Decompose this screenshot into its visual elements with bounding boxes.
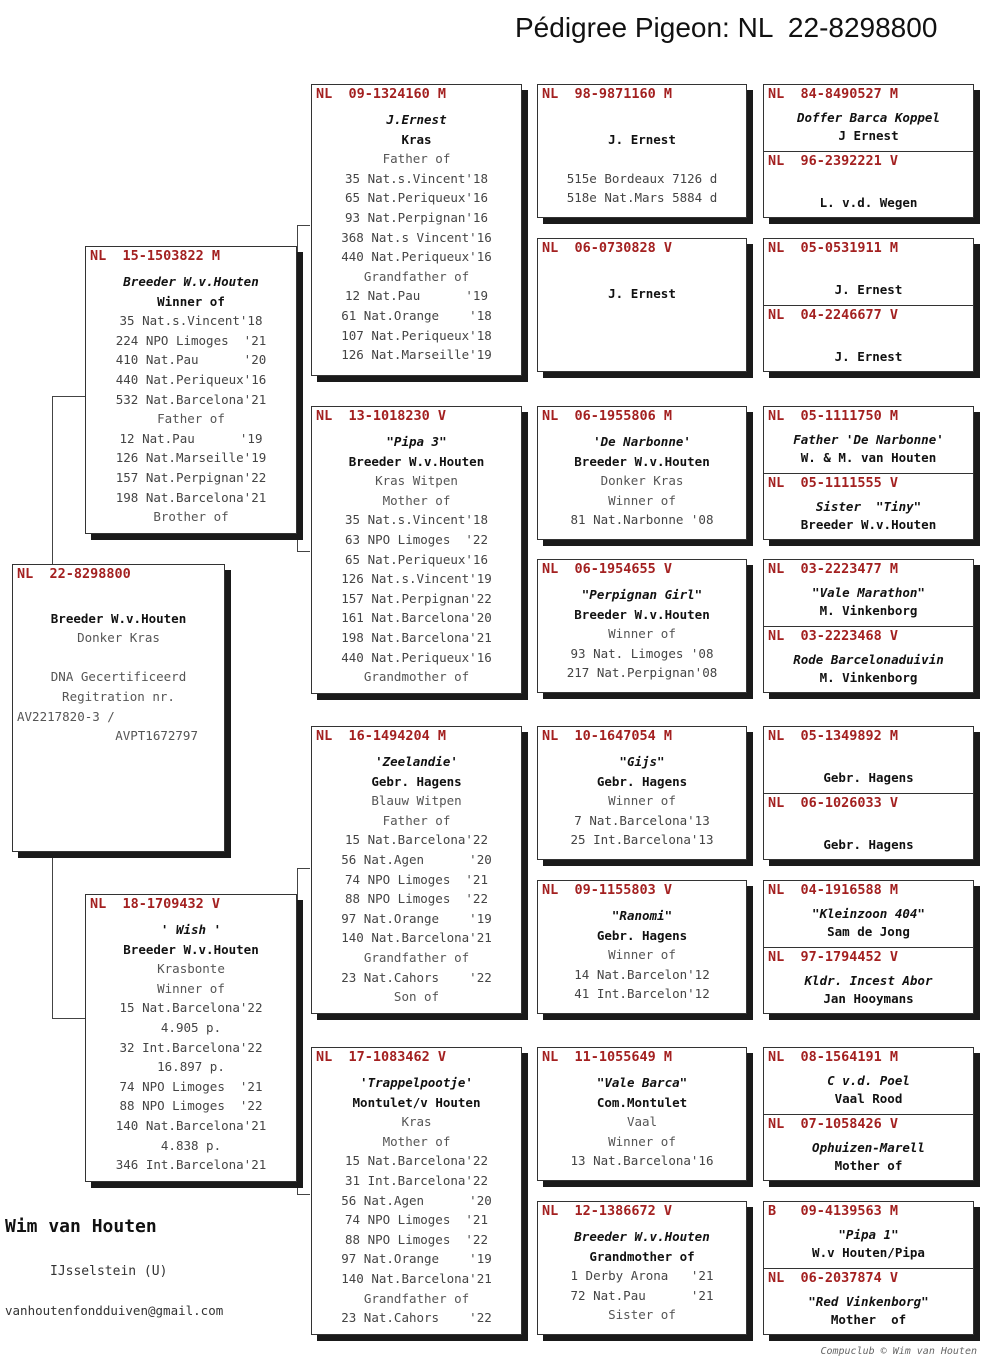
gen4-line: W. & M. van Houten bbox=[800, 450, 937, 465]
gen4-box-4 bbox=[763, 559, 974, 693]
gen3-line: "Gijs" bbox=[619, 754, 665, 769]
gen2-box-2 bbox=[311, 406, 522, 694]
gen3-line: Sister of bbox=[608, 1307, 676, 1323]
mother-line: 4.905 p. bbox=[160, 1019, 222, 1035]
gen4-line bbox=[764, 176, 973, 194]
gen4-ring-bottom: NL 96-2392221 V bbox=[768, 153, 899, 169]
gen4-line: Breeder W.v.Houten bbox=[800, 517, 937, 532]
gen2-line: Father of bbox=[382, 812, 451, 828]
father-line: Winner of bbox=[157, 293, 225, 309]
gen2-line: 88 NPO Limoges '22 bbox=[345, 891, 488, 907]
father-line: 198 Nat.Barcelona'21 bbox=[115, 489, 267, 505]
gen2-ring: NL 09-1324160 M bbox=[316, 86, 447, 102]
gen4-box-6 bbox=[763, 880, 974, 1014]
gen4-box-3 bbox=[763, 406, 974, 540]
gen4-ring-top: NL 05-0531911 M bbox=[768, 240, 899, 256]
gen4-line: J Ernest bbox=[838, 128, 899, 143]
owner-name: Wim van Houten bbox=[5, 1216, 157, 1237]
gen4-line: Father 'De Narbonne' bbox=[793, 432, 944, 447]
gen4-line: J. Ernest bbox=[834, 349, 903, 364]
gen4-box-1 bbox=[763, 84, 974, 218]
father-box bbox=[85, 246, 297, 534]
father-line: 12 Nat.Pau '19 bbox=[119, 430, 263, 446]
gen3-line: 14 Nat.Barcelon'12 bbox=[574, 966, 710, 982]
mother-line: 15 Nat.Barcelona'22 bbox=[119, 1000, 263, 1016]
gen2-line: 'Zeelandie' bbox=[375, 754, 458, 769]
gen4-line: "Red Vinkenborg" bbox=[808, 1294, 929, 1309]
gen2-line: 56 Nat.Agen '20 bbox=[341, 1192, 492, 1208]
subject-dna: DNA Gecertificeerd bbox=[50, 669, 187, 685]
gen3-ring: NL 11-1055649 M bbox=[542, 1049, 673, 1065]
gen2-line: 440 Nat.Periqueux'16 bbox=[341, 649, 492, 665]
mother-line: 16.897 p. bbox=[157, 1059, 225, 1075]
gen4-line: Gebr. Hagens bbox=[823, 837, 914, 852]
gen3-line: 515e Bordeaux 7126 d bbox=[566, 170, 718, 186]
gen2-line: Mother of bbox=[382, 492, 451, 508]
gen2-line: 198 Nat.Barcelona'21 bbox=[341, 629, 492, 645]
subject-registration: Regitration nr. bbox=[62, 688, 175, 704]
gen2-line: 63 NPO Limoges '22 bbox=[345, 531, 488, 547]
gen2-line: Montulet/v Houten bbox=[352, 1094, 481, 1110]
gen2-line: Kras bbox=[401, 1114, 432, 1130]
gen4-box-7 bbox=[763, 1047, 974, 1181]
mother-box bbox=[85, 894, 297, 1182]
gen4-ring-bottom: NL 05-1111555 V bbox=[768, 475, 899, 491]
gen3-box-4 bbox=[537, 559, 747, 693]
gen4-line bbox=[764, 330, 973, 348]
gen2-line: 31 Int.Barcelona'22 bbox=[345, 1172, 488, 1188]
gen3-line bbox=[538, 110, 746, 130]
gen2-line: Mother of bbox=[382, 1133, 451, 1149]
gen2-line: 15 Nat.Barcelona'22 bbox=[345, 1153, 488, 1169]
gen3-line: 'De Narbonne' bbox=[593, 434, 691, 449]
subject-ring: NL 22-8298800 bbox=[17, 566, 131, 582]
gen2-line: 35 Nat.s.Vincent'18 bbox=[345, 170, 488, 186]
gen4-divider bbox=[764, 1114, 973, 1115]
gen3-line: 25 Int.Barcelona'13 bbox=[570, 832, 714, 848]
gen4-ring-bottom: NL 07-1058426 V bbox=[768, 1116, 899, 1132]
gen2-line: 97 Nat.Orange '19 bbox=[341, 1251, 492, 1267]
gen2-line: 368 Nat.s Vincent'16 bbox=[341, 229, 492, 245]
gen2-line: Grandmother of bbox=[363, 669, 470, 685]
gen2-line: Son of bbox=[393, 989, 440, 1005]
gen4-box-8 bbox=[763, 1201, 974, 1335]
gen3-line: 13 Nat.Barcelona'16 bbox=[570, 1153, 714, 1169]
gen2-line: Blauw Witpen bbox=[371, 793, 462, 809]
gen3-ring: NL 98-9871160 M bbox=[542, 86, 673, 102]
mother-line: Winner of bbox=[157, 980, 225, 996]
gen4-line: Jan Hooymans bbox=[823, 991, 914, 1006]
gen3-line: "Ranomi" bbox=[611, 908, 673, 923]
gen3-line: 217 Nat.Perpignan'08 bbox=[566, 665, 718, 681]
gen4-line: M. Vinkenborg bbox=[819, 603, 918, 618]
connector-subject bbox=[52, 396, 86, 397]
subject-reg-number-2: AVPT1672797 bbox=[115, 728, 198, 744]
mother-line: 346 Int.Barcelona'21 bbox=[115, 1157, 267, 1173]
gen3-line: J. Ernest bbox=[608, 285, 676, 301]
gen4-box-2 bbox=[763, 238, 974, 372]
father-line: Brother of bbox=[153, 509, 229, 525]
gen2-line: Grandfather of bbox=[363, 949, 470, 965]
gen3-line: 518e Nat.Mars 5884 d bbox=[566, 190, 718, 206]
mother-line: Krasbonte bbox=[157, 961, 225, 977]
gen3-line: Winner of bbox=[608, 793, 676, 809]
gen4-line: Vaal Rood bbox=[834, 1091, 903, 1106]
gen4-line: Ophuizen-Marell bbox=[812, 1140, 925, 1155]
gen4-divider bbox=[764, 626, 973, 627]
mother-line: 32 Int.Barcelona'22 bbox=[119, 1039, 263, 1055]
gen3-line: Vaal bbox=[626, 1114, 658, 1130]
gen4-line bbox=[764, 818, 973, 836]
gen3-line bbox=[538, 264, 746, 284]
gen3-line: 81 Nat.Narbonne '08 bbox=[570, 512, 714, 528]
gen2-line: 74 NPO Limoges '21 bbox=[345, 1212, 488, 1228]
subject-breeder: Breeder W.v.Houten bbox=[50, 610, 187, 626]
subject-line bbox=[13, 648, 224, 668]
gen2-line: 161 Nat.Barcelona'20 bbox=[341, 610, 492, 626]
gen2-line: 88 NPO Limoges '22 bbox=[345, 1231, 488, 1247]
gen4-divider bbox=[764, 793, 973, 794]
gen4-line: Sister "Tiny" bbox=[815, 499, 922, 514]
gen3-line: Winner of bbox=[608, 492, 676, 508]
gen3-line: 72 Nat.Pau '21 bbox=[570, 1287, 714, 1303]
gen2-line: 'Trappelpootje' bbox=[360, 1075, 473, 1090]
gen3-line: Breeder W.v.Houten bbox=[574, 453, 710, 469]
gen3-ring: NL 09-1155803 V bbox=[542, 882, 673, 898]
gen3-line: 1 Derby Arona '21 bbox=[570, 1268, 714, 1284]
mother-ring: NL 18-1709432 V bbox=[90, 896, 221, 912]
gen2-line: Kras bbox=[401, 131, 432, 147]
gen3-ring: NL 10-1647054 M bbox=[542, 728, 673, 744]
gen2-box-1 bbox=[311, 84, 522, 376]
gen3-line: "Vale Barca" bbox=[596, 1075, 688, 1090]
gen2-box-3 bbox=[311, 726, 522, 1014]
gen4-line: Kldr. Incest Abor bbox=[804, 973, 933, 988]
gen3-box-3 bbox=[537, 406, 747, 540]
gen3-line: Donker Kras bbox=[600, 473, 684, 489]
subject-line bbox=[13, 589, 224, 609]
mother-line: 74 NPO Limoges '21 bbox=[119, 1078, 263, 1094]
gen2-box-4 bbox=[311, 1047, 522, 1335]
father-ring: NL 15-1503822 M bbox=[90, 248, 221, 264]
connector-mother bbox=[52, 1018, 86, 1019]
gen2-line: Gebr. Hagens bbox=[371, 773, 462, 789]
father-line: 35 Nat.s.Vincent'18 bbox=[119, 313, 263, 329]
gen3-ring: NL 06-1954655 V bbox=[542, 561, 673, 577]
gen4-line: C v.d. Poel bbox=[827, 1073, 910, 1088]
gen3-line: Gebr. Hagens bbox=[596, 927, 688, 943]
gen2-line: 56 Nat.Agen '20 bbox=[341, 851, 492, 867]
gen4-line bbox=[764, 751, 973, 769]
gen4-line: M. Vinkenborg bbox=[819, 670, 918, 685]
gen2-line: 157 Nat.Perpignan'22 bbox=[341, 590, 492, 606]
gen4-divider bbox=[764, 305, 973, 306]
gen3-box-1 bbox=[537, 84, 747, 218]
gen4-line: Mother of bbox=[830, 1312, 907, 1327]
gen3-line: 7 Nat.Barcelona'13 bbox=[574, 812, 710, 828]
father-line: 157 Nat.Perpignan'22 bbox=[115, 469, 267, 485]
gen2-line: 140 Nat.Barcelona'21 bbox=[341, 1270, 492, 1286]
gen4-ring-bottom: NL 04-2246677 V bbox=[768, 307, 899, 323]
gen3-box-8 bbox=[537, 1201, 747, 1335]
gen4-line: Mother of bbox=[834, 1158, 903, 1173]
subject-reg-number-1: AV2217820-3 / bbox=[17, 708, 115, 724]
gen2-line: Father of bbox=[382, 151, 451, 167]
gen2-line: 35 Nat.s.Vincent'18 bbox=[345, 512, 488, 528]
gen2-line: "Pipa 3" bbox=[386, 434, 447, 449]
owner-city: IJsselstein (U) bbox=[50, 1264, 168, 1279]
gen4-ring-bottom: NL 06-1026033 V bbox=[768, 795, 899, 811]
father-line: 410 Nat.Pau '20 bbox=[115, 352, 267, 368]
gen3-ring: NL 06-0730828 V bbox=[542, 240, 673, 256]
gen2-line: Grandfather of bbox=[363, 1290, 470, 1306]
gen2-line: 61 Nat.Orange '18 bbox=[341, 307, 492, 323]
gen4-line: W.v Houten/Pipa bbox=[812, 1245, 925, 1260]
gen4-ring-bottom: NL 97-1794452 V bbox=[768, 949, 899, 965]
gen3-ring: NL 12-1386672 V bbox=[542, 1203, 673, 1219]
mother-line: 4.838 p. bbox=[160, 1137, 222, 1153]
gen3-line: 41 Int.Barcelon'12 bbox=[574, 986, 710, 1002]
gen3-line: "Perpignan Girl" bbox=[581, 587, 703, 602]
gen2-line: J.Ernest bbox=[386, 112, 447, 127]
gen3-box-6 bbox=[537, 880, 747, 1014]
father-line: Father of bbox=[157, 411, 225, 427]
gen3-line: Grandmother of bbox=[589, 1248, 695, 1264]
gen4-ring-top: NL 08-1564191 M bbox=[768, 1049, 899, 1065]
gen4-ring-top: NL 05-1111750 M bbox=[768, 408, 899, 424]
gen3-line: Winner of bbox=[608, 1133, 676, 1149]
gen2-line: 65 Nat.Periqueux'16 bbox=[345, 190, 488, 206]
gen4-ring-top: B 09-4139563 M bbox=[768, 1203, 899, 1219]
mother-breeder: Breeder W.v.Houten bbox=[123, 941, 259, 957]
gen4-line: "Vale Marathon" bbox=[812, 585, 925, 600]
gen2-line: 140 Nat.Barcelona'21 bbox=[341, 930, 492, 946]
father-line: 532 Nat.Barcelona'21 bbox=[115, 391, 267, 407]
gen3-line: 93 Nat. Limoges '08 bbox=[570, 645, 714, 661]
gen4-line: "Pipa 1" bbox=[838, 1227, 899, 1242]
owner-email[interactable]: vanhoutenfondduiven@gmail.com bbox=[5, 1303, 224, 1318]
father-breeder: Breeder W.v.Houten bbox=[123, 274, 259, 289]
gen4-line bbox=[764, 263, 973, 281]
gen3-ring: NL 06-1955806 M bbox=[542, 408, 673, 424]
mother-line: 140 Nat.Barcelona'21 bbox=[115, 1117, 267, 1133]
gen2-ring: NL 13-1018230 V bbox=[316, 408, 447, 424]
gen4-divider bbox=[764, 1268, 973, 1269]
gen4-ring-top: NL 04-1916588 M bbox=[768, 882, 899, 898]
gen3-line bbox=[538, 149, 746, 169]
gen4-divider bbox=[764, 151, 973, 152]
subject-color: Donker Kras bbox=[77, 630, 160, 646]
gen3-box-7 bbox=[537, 1047, 747, 1181]
gen4-ring-top: NL 05-1349892 M bbox=[768, 728, 899, 744]
gen3-line: Gebr. Hagens bbox=[596, 773, 688, 789]
gen2-line: 23 Nat.Cahors '22 bbox=[341, 1310, 492, 1326]
father-line: 126 Nat.Marseille'19 bbox=[115, 450, 267, 466]
mother-line: 88 NPO Limoges '22 bbox=[119, 1098, 263, 1114]
gen4-divider bbox=[764, 473, 973, 474]
gen4-ring-top: NL 84-8490527 M bbox=[768, 86, 899, 102]
gen4-line: Doffer Barca Koppel bbox=[797, 110, 940, 125]
gen3-box-2 bbox=[537, 238, 747, 372]
gen3-line: Winner of bbox=[608, 947, 676, 963]
gen4-line: Gebr. Hagens bbox=[823, 770, 914, 785]
gen2-line: 440 Nat.Periqueux'16 bbox=[341, 249, 492, 265]
gen4-line: "Kleinzoon 404" bbox=[812, 906, 925, 921]
gen2-line: 93 Nat.Perpignan'16 bbox=[345, 209, 488, 225]
father-line: 440 Nat.Periqueux'16 bbox=[115, 371, 267, 387]
gen2-line: Kras Witpen bbox=[375, 473, 458, 489]
gen2-line: 126 Nat.Marseille'19 bbox=[341, 347, 492, 363]
gen3-box-5 bbox=[537, 726, 747, 860]
gen2-line: 107 Nat.Periqueux'18 bbox=[341, 327, 492, 343]
gen4-divider bbox=[764, 947, 973, 948]
gen2-line: 97 Nat.Orange '19 bbox=[341, 910, 492, 926]
gen2-line: 15 Nat.Barcelona'22 bbox=[345, 832, 488, 848]
gen4-line: L. v.d. Wegen bbox=[819, 195, 918, 210]
gen4-line: J. Ernest bbox=[834, 282, 903, 297]
connector-father bbox=[297, 225, 310, 552]
gen2-line: 74 NPO Limoges '21 bbox=[345, 871, 488, 887]
gen2-line: Breeder W.v.Houten bbox=[348, 453, 485, 469]
gen4-ring-bottom: NL 06-2037874 V bbox=[768, 1270, 899, 1286]
gen2-line: 126 Nat.s.Vincent'19 bbox=[341, 571, 492, 587]
gen2-line: 65 Nat.Periqueux'16 bbox=[345, 551, 488, 567]
page-title: Pédigree Pigeon: NL 22-8298800 bbox=[515, 12, 938, 43]
gen4-line: Sam de Jong bbox=[827, 924, 910, 939]
father-line: 224 NPO Limoges '21 bbox=[115, 332, 267, 348]
gen2-ring: NL 16-1494204 M bbox=[316, 728, 447, 744]
subject-box bbox=[12, 564, 225, 852]
gen2-line: 12 Nat.Pau '19 bbox=[345, 288, 488, 304]
gen3-line: Com.Montulet bbox=[596, 1094, 688, 1110]
gen3-line: Breeder W.v.Houten bbox=[574, 1229, 710, 1244]
gen4-ring-bottom: NL 03-2223468 V bbox=[768, 628, 899, 644]
gen4-line: Rode Barcelonaduivin bbox=[793, 652, 944, 667]
connector-mother-parents bbox=[297, 868, 310, 1195]
gen3-line: J. Ernest bbox=[608, 131, 676, 147]
mother-name: ' Wish ' bbox=[160, 922, 222, 937]
gen3-line: Breeder W.v.Houten bbox=[574, 606, 710, 622]
footer-copyright: Compuclub © Wim van Houten bbox=[820, 1346, 977, 1357]
gen4-ring-top: NL 03-2223477 M bbox=[768, 561, 899, 577]
gen4-box-5 bbox=[763, 726, 974, 860]
gen2-line: 23 Nat.Cahors '22 bbox=[341, 969, 492, 985]
gen2-ring: NL 17-1083462 V bbox=[316, 1049, 447, 1065]
gen3-line: Winner of bbox=[608, 626, 676, 642]
gen2-line: Grandfather of bbox=[363, 268, 470, 284]
